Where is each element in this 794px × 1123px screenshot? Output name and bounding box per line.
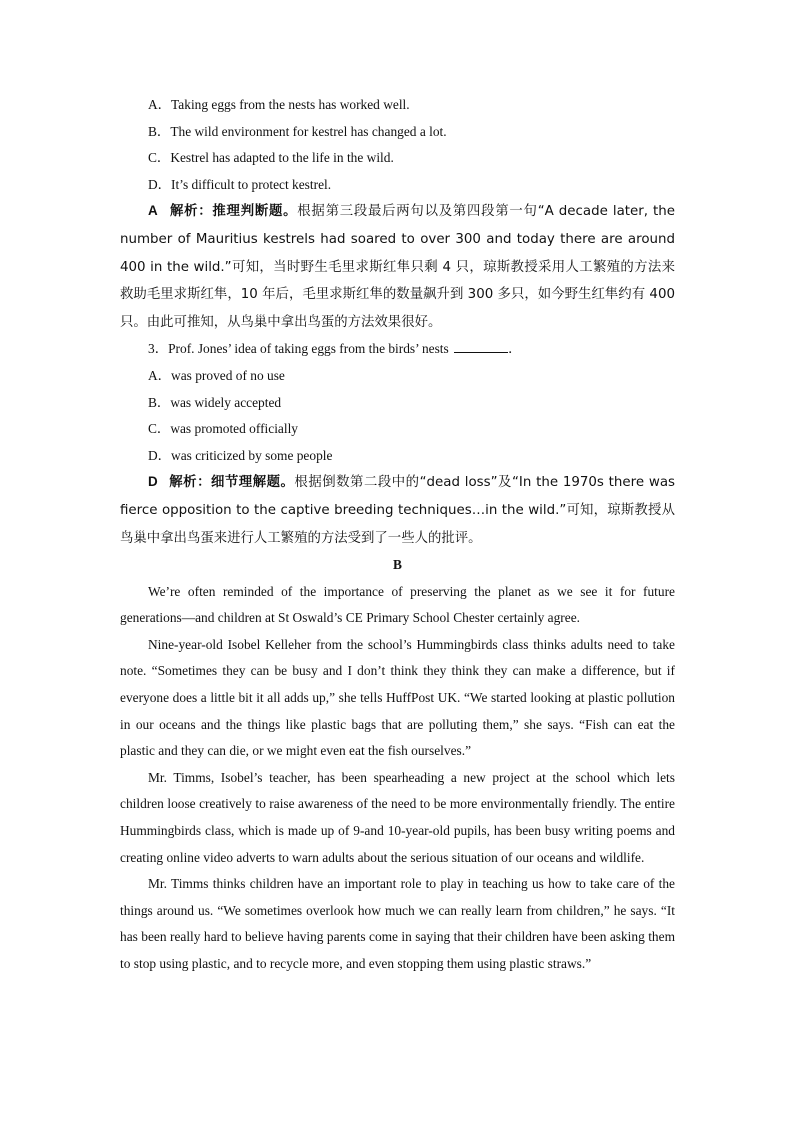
q3-option-a: A．was proved of no use — [148, 367, 285, 383]
q3-option-c: C．was promoted officially — [148, 421, 298, 437]
q2-answer-text: 根据第三段最后两句以及第四段第一句“A decade later, the number of Mauritius kestrels had soared to over 300 and today there are around 400 in the wild.”可知，当时野生毛里求斯红隼只剩 4 只，琼斯教授采用人工繁殖的方法来救助毛里求斯红隼，10 年后，毛里求斯红隼的数量飙升到 300 多只，如今野生红隼约有 400 只。由此可推知，从鸟巢中拿出鸟蛋的方法效果很好。 — [120, 204, 676, 330]
q2-answer-letter: A — [148, 203, 158, 219]
q3-stem — [120, 336, 675, 363]
q3-option-b: B．was widely accepted — [148, 394, 282, 410]
q3-stem-text: 3．Prof. Jones’ idea of taking eggs from the birds’ nests — [148, 341, 449, 357]
section-b-paragraph-4: Mr. Timms thinks children have an important role to play in teaching us how to take care of the things around us. “We sometimes overlook how much we can really learn from children,” he says. “It has been really hard to believe having parents come in saying that their children have been asking them to stop using plastic, and to recycle more, and even stopping them using plastic straws.” — [120, 876, 675, 971]
q3-answer-tag: 解析：细节理解题。 — [169, 475, 295, 491]
section-b-paragraph-3: Mr. Timms, Isobel’s teacher, has been spearheading a new project at the school which lets children loose creatively to raise awareness of the need to be more environmentally friendly. The entire Hummingbirds class, which is made up of 9-and 10-year-old pupils, has been busy writing poems and creating online video adverts to warn adults about the serious situation of our oceans and wildlife. — [120, 769, 675, 865]
section-b-paragraph-1: We’re often reminded of the importance of preserving the planet as we see it for future generations—and children at St Oswald’s CE Primary School Chester certainly agree. — [120, 583, 675, 626]
q2-option-b: B．The wild environment for kestrel has changed a lot. — [148, 123, 447, 139]
q3-answer-blank — [454, 338, 508, 353]
document-content — [120, 92, 675, 978]
q2-option-d: D．It’s difficult to protect kestrel. — [148, 176, 332, 192]
q2-option-c: C．Kestrel has adapted to the life in the wild. — [148, 150, 394, 166]
q2-answer-explanation — [120, 198, 675, 336]
q3-stem-end: ． — [508, 341, 522, 357]
q2-answer-tag: 解析：推理判断题。 — [169, 204, 298, 220]
section-b-paragraph-2: Nine-year-old Isobel Kelleher from the school’s Hummingbirds class thinks adults need to take note. “Sometimes they can be busy and I don’t think they think they can make a difference, but if everyone does a little bit it all adds up,” she tells HuffPost UK. “We started looking at plastic pollution in our oceans and the things like plastic bags that are polluting them,” she says. “Fish can eat the plastic and they can die, or we might even eat the fish ourselves.” — [120, 636, 675, 759]
q3-option-d: D．was criticized by some people — [148, 447, 333, 463]
q3-answer-explanation — [120, 469, 675, 552]
q2-option-a: A．Taking eggs from the nests has worked well. — [148, 97, 410, 112]
q3-answer-letter: D — [148, 474, 158, 490]
section-b-heading: B — [393, 557, 402, 573]
q3-answer-text: 根据倒数第二段中的“dead loss”及“In the 1970s there was fierce opposition to the captive breeding techniques…in the wild.”可知，琼斯教授从鸟巢中拿出鸟蛋来进行人工繁殖的方法受到了一些人的批评。 — [120, 475, 675, 546]
